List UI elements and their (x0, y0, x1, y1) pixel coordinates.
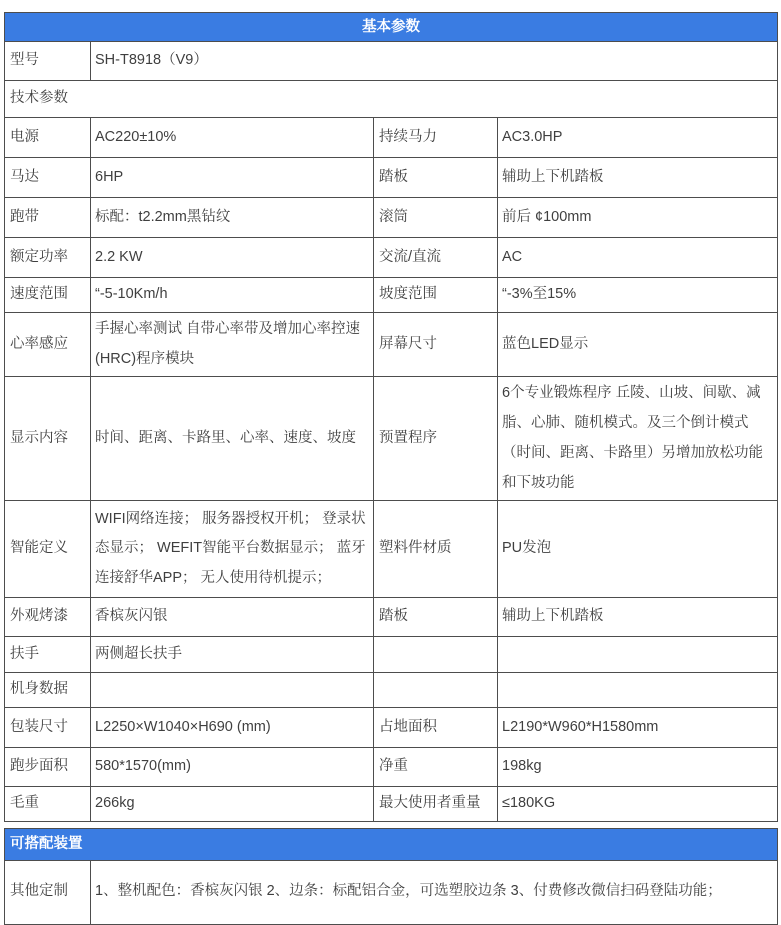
spec-value: 6个专业锻炼程序 丘陵、山坡、间歇、减脂、心肺、随机模式。及三个倒计模式（时间、距离、卡路里）另增加放松功能和下坡功能 (498, 377, 778, 501)
spec-label: 跑步面积 (5, 748, 91, 787)
spec-label: 塑料件材质 (374, 501, 498, 598)
spec-value: 前后 ¢100mm (498, 198, 778, 238)
spec-label: 包装尺寸 (5, 708, 91, 748)
spec-label: 预置程序 (374, 377, 498, 501)
spec-value: 标配：t2.2mm黑钻纹 (91, 198, 374, 238)
section-title-optional-accessories: 可搭配装置 (5, 828, 778, 860)
optional-accessories-table (4, 828, 778, 925)
spec-label: 扶手 (5, 637, 91, 673)
table-row (5, 860, 778, 924)
spec-value: AC (498, 238, 778, 278)
spec-value: 时间、距离、卡路里、心率、速度、坡度 (91, 377, 374, 501)
spec-label: 心率感应 (5, 313, 91, 377)
basic-parameters-table (4, 12, 778, 822)
spec-value: 手握心率测试 自带心率带及增加心率控速 (HRC)程序模块 (91, 313, 374, 377)
spec-label: 屏幕尺寸 (374, 313, 498, 377)
spec-value: WIFI网络连接； 服务器授权开机； 登录状态显示； WEFIT智能平台数据显示； 蓝牙连接舒华APP； 无人使用待机提示； (91, 501, 374, 598)
spec-label: 交流/直流 (374, 238, 498, 278)
table-row (5, 313, 778, 377)
spec-value: 辅助上下机踏板 (498, 158, 778, 198)
table-row (5, 81, 778, 118)
spec-label-other-customization: 其他定制 (5, 860, 91, 924)
spec-label: 坡度范围 (374, 278, 498, 313)
spec-value (91, 673, 374, 708)
table-row (5, 787, 778, 822)
subsection-title-technical-parameters: 技术参数 (5, 81, 778, 118)
table-row (5, 377, 778, 501)
spec-label: 机身数据 (5, 673, 91, 708)
table-row (5, 198, 778, 238)
spec-label: 外观烤漆 (5, 598, 91, 637)
spec-label: 净重 (374, 748, 498, 787)
spec-value: 蓝色LED显示 (498, 313, 778, 377)
spec-label: 滚筒 (374, 198, 498, 238)
table-row (5, 501, 778, 598)
table-row (5, 158, 778, 198)
spec-value (498, 637, 778, 673)
spec-value (498, 673, 778, 708)
spec-label: 显示内容 (5, 377, 91, 501)
spec-label (374, 673, 498, 708)
spec-label: 最大使用者重量 (374, 787, 498, 822)
spec-value: 198kg (498, 748, 778, 787)
spec-value: 两侧超长扶手 (91, 637, 374, 673)
spec-value: AC3.0HP (498, 118, 778, 158)
table-row (5, 828, 778, 860)
spec-value: ≤180KG (498, 787, 778, 822)
spec-label: 速度范围 (5, 278, 91, 313)
spec-value: PU发泡 (498, 501, 778, 598)
spec-label: 踏板 (374, 158, 498, 198)
table-row (5, 748, 778, 787)
spec-value: “-3%至15% (498, 278, 778, 313)
spec-value: 辅助上下机踏板 (498, 598, 778, 637)
spec-value: L2190*W960*H1580mm (498, 708, 778, 748)
spec-value: 266kg (91, 787, 374, 822)
spec-value: 580*1570(mm) (91, 748, 374, 787)
table-row (5, 673, 778, 708)
table-row (5, 708, 778, 748)
spec-label: 电源 (5, 118, 91, 158)
spec-value: 香槟灰闪银 (91, 598, 374, 637)
table-row (5, 278, 778, 313)
spec-label: 跑带 (5, 198, 91, 238)
spec-label (374, 637, 498, 673)
table-row (5, 42, 778, 81)
spec-label: 占地面积 (374, 708, 498, 748)
spec-value: L2250×W1040×H690 (mm) (91, 708, 374, 748)
spec-value: 6HP (91, 158, 374, 198)
table-row (5, 13, 778, 42)
table-row (5, 238, 778, 278)
table-row (5, 598, 778, 637)
spec-value: “-5-10Km/h (91, 278, 374, 313)
spec-label: 马达 (5, 158, 91, 198)
spec-value-model: SH-T8918（V9） (91, 42, 778, 81)
spec-value-other-customization: 1、整机配色：香槟灰闪银 2、边条：标配铝合金，可选塑胶边条 3、付费修改微信扫码登陆功能； (91, 860, 778, 924)
spec-value: 2.2 KW (91, 238, 374, 278)
table-row (5, 637, 778, 673)
spec-label: 额定功率 (5, 238, 91, 278)
table-row (5, 118, 778, 158)
spec-label: 踏板 (374, 598, 498, 637)
spec-label: 毛重 (5, 787, 91, 822)
spec-label-model: 型号 (5, 42, 91, 81)
spec-label: 智能定义 (5, 501, 91, 598)
spec-value: AC220±10% (91, 118, 374, 158)
spec-label: 持续马力 (374, 118, 498, 158)
section-title-basic-parameters: 基本参数 (5, 13, 778, 42)
